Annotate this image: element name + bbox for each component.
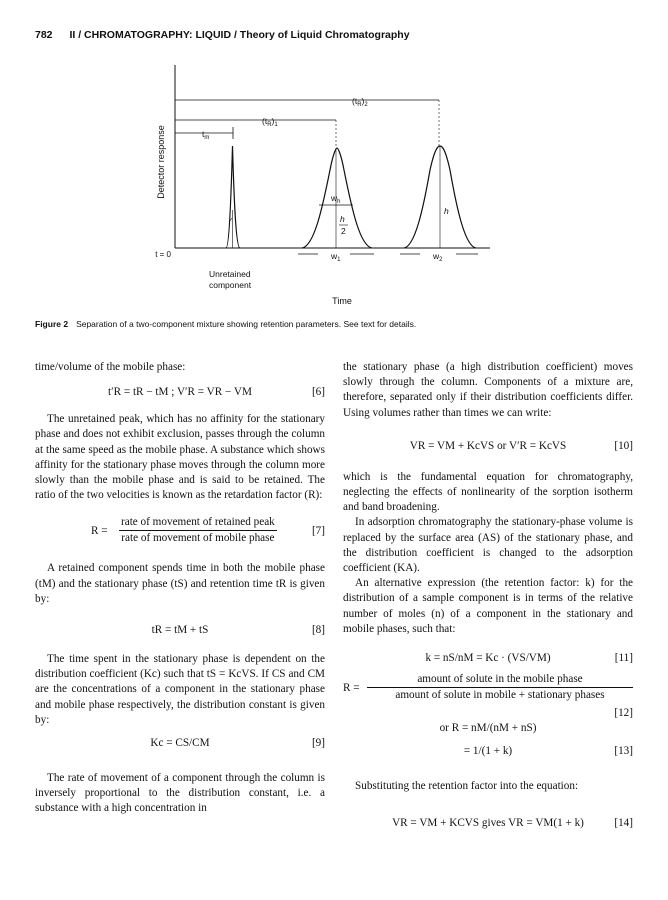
equation-12: R = amount of solute in the mobile phase amount of solute in mobile + stationary phases bbox=[343, 672, 633, 706]
unretained-label: Unretained bbox=[209, 269, 251, 279]
equation-6: t′R = tR − tM ; V′R = VR − VM [6] bbox=[108, 386, 325, 399]
right-paragraph-4: An alternative expression (the retention factor: k) for the distribution of a sample component is in terms of the relative number of moles (n) of a component in the stationary and mobile phases, such that: bbox=[343, 577, 633, 635]
right-column bbox=[343, 360, 633, 831]
tr1-label: $(t_R)_1$ bbox=[262, 116, 278, 128]
half-height-h: h bbox=[340, 214, 345, 224]
page-number: 782 bbox=[35, 29, 53, 41]
equation-11: k = nS/nM = Kc · (VS/VM) [11] bbox=[425, 652, 633, 665]
wh-label: $w_h$ bbox=[331, 193, 341, 205]
w2-label: $w_2$ bbox=[433, 251, 443, 263]
tm-label: $t_m$ bbox=[202, 129, 210, 141]
equation-10: VR = VM + KcVS or V′R = KcVS [10] bbox=[409, 439, 633, 452]
equation-12-alt: or R = nM/(nM + nS) bbox=[439, 722, 537, 735]
equation-7: R = rate of movement of retained peak rate of movement of mobile phase [7] bbox=[91, 516, 325, 545]
right-paragraph-1: the stationary phase (a high distribution coefficient) moves slowly through the column. Components of a mixture are, therefore, separated only if their distribution coefficients differ. Using volumes rather than times we can write: bbox=[343, 361, 633, 419]
left-paragraph-4: The time spent in the stationary phase is dependent on the distribution coefficient (Kc) such that tS = KcVS. If CS and CM are the concentrations of a component in the stationary phase and mobile phase respectively, the distribution constant is given by: bbox=[35, 653, 325, 726]
right-paragraph-5: Substituting the retention factor into the equation: bbox=[355, 780, 579, 793]
left-paragraph-2: The unretained peak, which has no affinity for the stationary phase and does not exhibit exclusion, passes through the column at the same speed as the mobile phase. A substance which shows affinity for the stationary phase moves through the column more slowly than the mobile phase and is said to be retained. The ratio of the two velocities is known as the retardation factor (R): bbox=[35, 413, 325, 502]
equation-13: = 1/(1 + k) [13] bbox=[463, 745, 633, 758]
running-title: II / CHROMATOGRAPHY: LIQUID / Theory of Liquid Chromatography bbox=[69, 29, 410, 41]
figure-label: Figure 2 bbox=[35, 319, 69, 329]
equation-12-tag: [12] bbox=[614, 707, 633, 720]
equation-14: VR = VM + KCVS gives VR = VM(1 + k) [14] bbox=[392, 817, 633, 830]
left-paragraph-1: time/volume of the mobile phase: bbox=[35, 361, 186, 373]
tr2-label: $(t_R)_2$ bbox=[352, 96, 368, 108]
right-paragraph-2: which is the fundamental equation for chromatography, neglecting the effects of nonlinearity of the sorption isotherm and band broadening. bbox=[343, 470, 633, 514]
half-height-2: 2 bbox=[341, 226, 346, 236]
equation-8: tR = tM + tS [8] bbox=[151, 624, 325, 637]
figure-caption bbox=[35, 319, 635, 329]
component-label: component bbox=[209, 280, 252, 290]
unretained-peak bbox=[226, 146, 240, 248]
left-paragraph-3: A retained component spends time in both the mobile phase (tM) and the stationary phase (tS) and retention time tR is given by: bbox=[35, 562, 325, 605]
left-column bbox=[35, 360, 325, 817]
x-axis-label: Time bbox=[332, 296, 352, 306]
peak-2-height-label: h bbox=[444, 206, 449, 216]
caption-text: Separation of a two-component mixture showing retention parameters. See text for details. bbox=[76, 319, 417, 329]
chromatogram-figure bbox=[0, 0, 668, 340]
y-axis-label: Detector response bbox=[156, 125, 166, 199]
equation-9: Kc = CS/CM [9] bbox=[150, 737, 325, 750]
left-paragraph-5: The rate of movement of a component through the column is inversely proportional to the distribution constant, i.e. a substance with a high concentration in bbox=[35, 772, 325, 815]
t-zero-label: t = 0 bbox=[155, 250, 171, 259]
right-paragraph-3: In adsorption chromatography the stationary-phase volume is replaced by the surface area (AS) of the stationary phase, and the distribution coefficient is changed to the adsorption coefficient (KA). bbox=[343, 516, 633, 575]
w1-label: $w_1$ bbox=[331, 251, 341, 263]
